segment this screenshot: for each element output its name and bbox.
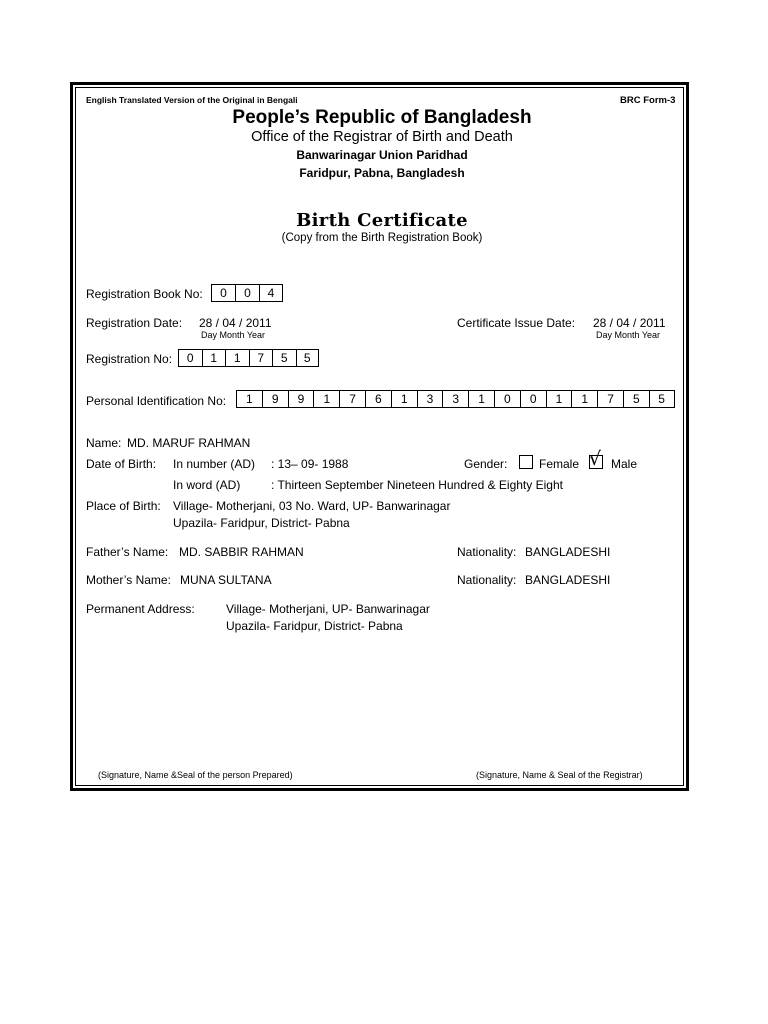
- registrar-signature-caption: (Signature, Name & Seal of the Registrar): [476, 770, 643, 780]
- name-value: MD. MARUF RAHMAN: [127, 436, 251, 450]
- issue-date-value: 28 / 04 / 2011: [593, 316, 666, 330]
- certificate-title: Birth Certificate: [296, 210, 468, 231]
- pin-label: Personal Identification No:: [86, 394, 227, 408]
- pin-digit: 5: [649, 390, 675, 408]
- dob-word-value: : Thirteen September Nineteen Hundred & Eighty Eight: [271, 478, 563, 492]
- reg-date-format: Day Month Year: [201, 330, 266, 340]
- reg-book-digit-boxes: [211, 284, 283, 302]
- gender-label: Gender:: [464, 457, 508, 471]
- father-label: Father’s Name:: [86, 545, 169, 559]
- pob-line1: Village- Motherjani, 03 No. Ward, UP- Banwarinagar: [173, 499, 451, 513]
- location-name: Faridpur, Pabna, Bangladesh: [299, 166, 465, 180]
- pin-digit-boxes: [236, 390, 675, 408]
- pin-digit: 1: [468, 390, 494, 408]
- reg-book-digit: 4: [259, 284, 283, 302]
- dob-label: Date of Birth:: [86, 457, 157, 471]
- pin-digit: 0: [520, 390, 546, 408]
- pin-digit: 3: [442, 390, 468, 408]
- preparer-signature-caption: (Signature, Name &Seal of the person Prepared): [98, 770, 293, 780]
- pin-digit: 1: [546, 390, 572, 408]
- pin-digit: 6: [365, 390, 391, 408]
- issue-date-format: Day Month Year: [596, 330, 661, 340]
- father-nationality-label: Nationality:: [457, 545, 517, 559]
- reg-book-digit: 0: [235, 284, 259, 302]
- reg-book-label: Registration Book No:: [86, 287, 203, 301]
- male-label: Male: [611, 457, 638, 471]
- reg-no-digit-boxes: [178, 349, 319, 367]
- reg-no-digit: 5: [296, 349, 320, 367]
- address-line2: Upazila- Faridpur, District- Pabna: [226, 619, 403, 633]
- reg-no-label: Registration No:: [86, 352, 173, 366]
- pin-digit: 5: [623, 390, 649, 408]
- pin-digit: 1: [391, 390, 417, 408]
- issue-date-label: Certificate Issue Date:: [457, 316, 576, 330]
- father-name: MD. SABBIR RAHMAN: [179, 545, 304, 559]
- translation-note: English Translated Version of the Original in Bengali: [86, 95, 298, 105]
- pin-digit: 7: [597, 390, 623, 408]
- reg-date-value: 28 / 04 / 2011: [199, 316, 272, 330]
- female-label: Female: [539, 457, 580, 471]
- mother-name: MUNA SULTANA: [180, 573, 272, 587]
- address-line1: Village- Motherjani, UP- Banwarinagar: [226, 602, 430, 616]
- pin-digit: 1: [571, 390, 597, 408]
- office-title: Office of the Registrar of Birth and Death: [251, 129, 513, 145]
- dob-number-label: In number (AD): [173, 457, 256, 471]
- male-check-mark: √: [589, 448, 602, 470]
- father-nationality: BANGLADESHI: [525, 545, 611, 559]
- pin-digit: 0: [494, 390, 520, 408]
- mother-label: Mother’s Name:: [86, 573, 171, 587]
- pin-digit: 1: [313, 390, 339, 408]
- pin-digit: 3: [417, 390, 443, 408]
- pin-digit: 7: [339, 390, 365, 408]
- reg-no-digit: 0: [178, 349, 202, 367]
- reg-no-digit: 1: [225, 349, 249, 367]
- dob-number-value: : 13– 09- 1988: [271, 457, 349, 471]
- certificate-subtitle: (Copy from the Birth Registration Book): [281, 232, 483, 244]
- reg-no-digit: 1: [202, 349, 226, 367]
- pob-label: Place of Birth:: [86, 499, 161, 513]
- reg-no-digit: 5: [272, 349, 296, 367]
- dob-word-label: In word (AD): [173, 478, 241, 492]
- country-title: People’s Republic of Bangladesh: [232, 107, 532, 128]
- name-label: Name:: [86, 436, 122, 450]
- mother-nationality-label: Nationality:: [457, 573, 517, 587]
- reg-book-digit: 0: [211, 284, 235, 302]
- pin-digit: 9: [288, 390, 314, 408]
- pin-digit: 9: [262, 390, 288, 408]
- form-code: BRC Form-3: [620, 95, 676, 106]
- reg-date-label: Registration Date:: [86, 316, 183, 330]
- pin-digit: 1: [236, 390, 262, 408]
- address-label: Permanent Address:: [86, 602, 195, 616]
- female-checkbox[interactable]: [519, 455, 533, 469]
- mother-nationality: BANGLADESHI: [525, 573, 611, 587]
- reg-no-digit: 7: [249, 349, 273, 367]
- pob-line2: Upazila- Faridpur, District- Pabna: [173, 516, 350, 530]
- union-name: Banwarinagar Union Paridhad: [296, 148, 468, 162]
